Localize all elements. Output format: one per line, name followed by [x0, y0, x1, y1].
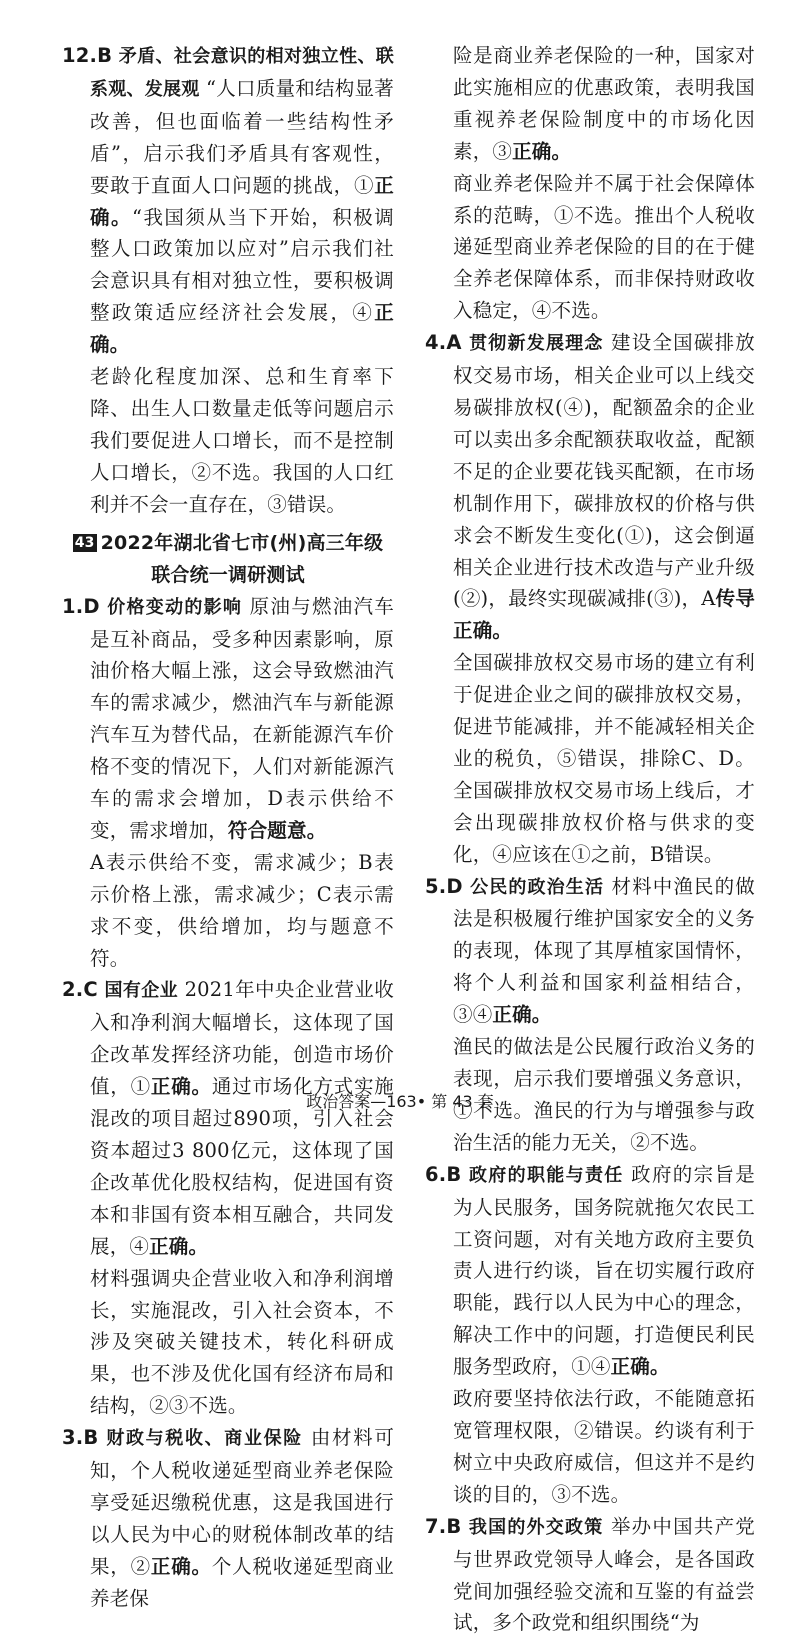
answer-topic: 国有企业 [104, 980, 178, 1002]
answer-text: 由材料可知，个人税收递延型商业养老保险享受延迟缴税优惠，这是我国进行以人民为中心的财税体制改革的结果，② [90, 1426, 395, 1578]
answer-topic: 矛盾、社会意识的相对独立性、联系观、发展观 [90, 46, 394, 100]
answer-explanation: A表示供给不变，需求减少；B表示价格上涨，需求减少；C表示需求不变，供给增加，均与题意不符。 [90, 850, 394, 970]
answer-label: 7.B [425, 1514, 462, 1538]
correct-mark: 传导正确。 [453, 587, 755, 643]
answer-label: 12.B [62, 44, 113, 67]
section-title [62, 527, 394, 591]
answer-text: 险是商业养老保险的一种，国家对此实施相应的优惠政策，表明我国重视养老保险制度中的市场化因素，③ [453, 44, 755, 163]
answer-6 [425, 1159, 755, 1383]
answer-text: 原油与燃油汽车是互补商品，受多种因素影响，原油价格大幅上涨，这会导致燃油汽车的需求减少，燃油汽车与新能源汽车互为替代品，在新能源汽车价格不变的情况下，人们对新能源汽车的需求会增加，D表示供给不变，需求增加， [90, 594, 395, 842]
answer-text: “我国须从当下开始，积极调整人口政策加以应对”启示我们社会意识具有相对独立性，要积极调整政策适应经济社会发展，④ [90, 205, 394, 325]
right-column [425, 40, 755, 1639]
left-column [62, 40, 394, 1615]
answer-2 [62, 974, 394, 1262]
correct-mark: 正确。 [150, 1075, 212, 1099]
answer-label: 3.B [62, 1426, 99, 1450]
answer-text: 个人税收递延型商业养老保 [90, 1554, 394, 1610]
answer-label: 6.B [425, 1162, 462, 1186]
answer-1 [62, 591, 394, 847]
answer-label: 5.D [425, 874, 463, 898]
answer-text: “人口质量和结构显著改善，但也面临着一些结构性矛盾”，启示我们矛盾具有客观性，要敢于直面人口问题的挑战，① [90, 76, 394, 197]
page-footer: 政治答案—163• 第 43 套 [306, 1092, 494, 1111]
section-title-line2: 联合统一调研测试 [151, 563, 305, 586]
answer-topic: 贯彻新发展理念 [469, 333, 604, 355]
correct-mark: 符合题意。 [227, 818, 327, 842]
answer-explanation: 全国碳排放权交易市场的建立有利于促进企业之间的碳排放权交易，促进节能减排，并不能减轻相关企业的税负，⑤错误，排除C、D。全国碳排放权交易市场上线后，才会出现碳排放权价格与供求的变化，④应该在①之前，B错误。 [453, 651, 755, 866]
answer-explanation: 材料强调央企营业收入和净利润增长，实施混改，引入社会资本，不涉及突破关键技术，转化科研成果，也不涉及优化国有经济布局和结构，②③不选。 [90, 1266, 394, 1418]
correct-mark: 正确。 [90, 173, 394, 229]
answer-topic: 公民的政治生活 [470, 876, 605, 898]
answer-topic: 我国的外交政策 [468, 1516, 604, 1538]
answer-explanation: 政府要坚持依法行政，不能随意拓宽管理权限，②错误。约谈有利于树立中央政府威信，但这并不是约谈的目的，③不选。 [453, 1387, 755, 1506]
answer-text: 材料中渔民的做法是积极履行维护国家安全的义务的表现，体现了其厚植家国情怀，将个人利益和国家利益相结合，③④ [453, 874, 755, 1027]
answer-topic: 政府的职能与责任 [468, 1164, 624, 1186]
answer-text: 举办中国共产党与世界政党领导人峰会，是各国政党间加强经验交流和互鉴的有益尝试，多个政党和组织围绕“为 [453, 1514, 756, 1635]
correct-mark: 正确。 [149, 1234, 209, 1258]
answer-5 [425, 871, 755, 1032]
answer-text: 通过市场化方式实施混改的项目超过890项，引入社会资本超过3 800亿元，这体现了国企改革优化股权结构，促进国有资本和非国有资本相互融合，共同发展，④ [90, 1075, 394, 1258]
answer-explanation: 渔民的做法是公民履行政治义务的表现，启示我们要增强义务意识，①不选。渔民的行为与增强参与政治生活的能力无关，②不选。 [453, 1035, 755, 1154]
answer-continuation [425, 40, 755, 168]
answer-text: 2021年中央企业营业收入和净利润大幅增长，这体现了国企改革发挥经济功能，创造市场价值，① [90, 978, 394, 1099]
answer-text: 建设全国碳排放权交易市场，相关企业可以上线交易碳排放权(④)，配额盈余的企业可以卖出多余配额获取收益，配额不足的企业要花钱买配额，在市场机制作用下，碳排放权的价格与供求会不断发生变化(①)，这会倒逼相关企业进行技术改造与产业升级(②)，最终实现碳减排(③)，A [453, 331, 755, 611]
correct-mark: 正确。 [90, 301, 394, 357]
correct-mark: 正确。 [150, 1554, 212, 1578]
correct-mark: 正确。 [610, 1355, 670, 1379]
answer-label: 1.D [62, 594, 100, 618]
answer-12 [62, 40, 394, 361]
answer-explanation: 老龄化程度加深、总和生育率下降、出生人口数量走低等问题启示我们要促进人口增长，而不是控制人口增长，②不选。我国的人口红利并不会一直存在，③错误。 [90, 365, 394, 516]
answer-label: 2.C [62, 978, 98, 1002]
section-number-badge: 43 [74, 534, 95, 551]
answer-topic: 价格变动的影响 [107, 596, 243, 618]
answer-explanation: 商业养老保险并不属于社会保障体系的范畴，①不选。推出个人税收递延型商业养老保险的目的在于健全养老保障体系，而非保持财政收入稳定，④不选。 [453, 171, 755, 323]
answer-text: 政府的宗旨是为人民服务，国务院就拖欠农民工工资问题，对有关地方政府主要负责人进行约谈，旨在切实履行政府职能，践行以人民为中心的理念，解决工作中的问题，打造便民利民服务型政府，①④ [453, 1162, 755, 1379]
correct-mark: 正确。 [512, 139, 572, 163]
correct-mark: 正确。 [492, 1003, 552, 1027]
answer-topic: 财政与税收、商业保险 [106, 1428, 303, 1450]
answer-label: 4.A [425, 331, 462, 355]
section-title-line1: 2022年湖北省七市(州)高三年级 [100, 531, 384, 554]
answer-3 [62, 1422, 394, 1614]
answer-4 [425, 327, 755, 647]
answer-7 [425, 1511, 755, 1639]
